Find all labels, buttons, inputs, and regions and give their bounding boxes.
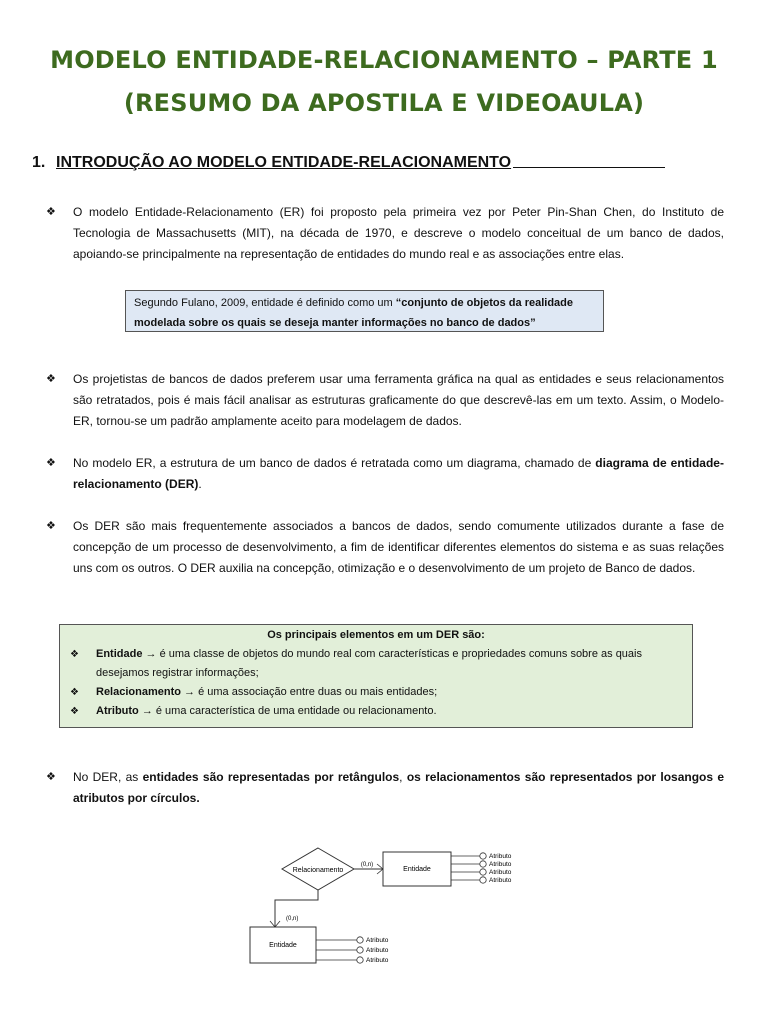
paragraph-2 bbox=[46, 369, 724, 432]
paragraph-3-part-c: . bbox=[198, 477, 202, 491]
der-element-term: Entidade bbox=[96, 648, 143, 660]
relationship-label: Relacionamento bbox=[292, 867, 344, 874]
attribute-circle bbox=[357, 937, 363, 943]
diamond-bullet-icon: ❖ bbox=[70, 649, 79, 660]
attribute-label: Atributo bbox=[489, 853, 512, 860]
der-elements-heading: Os principais elementos em um DER são: bbox=[267, 629, 485, 641]
der-element-desc: → é uma classe de objetos do mundo real com características e propriedades comuns sobre as quais desejamos registrar informações; bbox=[96, 648, 642, 679]
diamond-bullet-icon: ❖ bbox=[46, 373, 56, 385]
definition-quote-box bbox=[125, 290, 604, 332]
paragraph-3-bold: diagrama de entidade-relacionamento (DER) bbox=[73, 456, 724, 491]
attribute-circle bbox=[357, 957, 363, 963]
der-element-atributo bbox=[60, 702, 692, 721]
attribute-circle bbox=[357, 947, 363, 953]
page-title-line-2: (RESUMO DA APOSTILA E VIDEOAULA) bbox=[123, 89, 645, 117]
paragraph-4 bbox=[46, 516, 724, 579]
paragraph-2-text: Os projetistas de bancos de dados preferem usar uma ferramenta gráfica na qual as entidades e seus relacionamentos são retratados, pois é mais fácil analisar as estruturas graficamente do que descrevê-las em um texto. Assim, o Modelo-ER, tornou-se um padrão amplamente aceito para modelagem de dados. bbox=[73, 372, 724, 428]
page-title-line-1: MODELO ENTIDADE-RELACIONAMENTO – PARTE 1 bbox=[50, 46, 718, 74]
top-attributes bbox=[451, 853, 512, 884]
entity-bottom-label: Entidade bbox=[269, 942, 297, 949]
attribute-circle bbox=[480, 869, 486, 875]
quote-text: Segundo Fulano, 2009, entidade é definido como um bbox=[134, 297, 396, 309]
paragraph-4-text: Os DER são mais frequentemente associados a bancos de dados, sendo comumente utilizados durante a fase de concepção de um processo de desenvolvimento, a fim de identificar diferentes elementos do sistema e as suas relações uns com os outros. O DER auxilia na concepção, otimização e o desenvolvimento de um projeto de Banco de dados. bbox=[73, 519, 724, 575]
quote-bold-text: “conjunto de objetos da realidade modelada sobre os quais se deseja manter informações no banco de dados” bbox=[134, 297, 573, 329]
section-underline bbox=[513, 167, 665, 168]
attribute-label: Atributo bbox=[366, 957, 389, 964]
der-element-term: Atributo bbox=[96, 705, 139, 717]
entity-top-label: Entidade bbox=[403, 866, 431, 873]
bottom-attributes bbox=[316, 937, 389, 964]
attribute-circle bbox=[480, 861, 486, 867]
der-element-desc: → é uma associação entre duas ou mais entidades; bbox=[180, 686, 438, 698]
diamond-bullet-icon: ❖ bbox=[46, 771, 56, 783]
paragraph-3 bbox=[46, 453, 724, 495]
attribute-circle bbox=[480, 853, 486, 859]
attribute-circle bbox=[480, 877, 486, 883]
paragraph-5-part-c: , bbox=[399, 770, 407, 784]
section-heading bbox=[32, 154, 722, 172]
er-diagram bbox=[248, 840, 538, 970]
paragraph-5 bbox=[46, 767, 724, 809]
cardinality-bottom: (0,n) bbox=[286, 916, 299, 922]
diamond-bullet-icon: ❖ bbox=[46, 457, 56, 469]
der-element-relacionamento bbox=[60, 683, 692, 702]
attribute-label: Atributo bbox=[489, 861, 512, 868]
der-elements-box bbox=[59, 624, 693, 728]
diamond-bullet-icon: ❖ bbox=[70, 706, 79, 717]
paragraph-1-text: O modelo Entidade-Relacionamento (ER) foi proposto pela primeira vez por Peter Pin-Shan Chen, do Instituto de Tecnologia de Massachusetts (MIT), na década de 1970, e descreve o modelo conceitual de um banco de dados, apoiando-se principalmente na representação de entidades do mundo real e as associações entre elas. bbox=[73, 205, 724, 261]
paragraph-5-bold-1: entidades são representadas por retângulos bbox=[142, 770, 400, 784]
paragraph-5-text bbox=[73, 767, 724, 809]
der-element-entidade bbox=[60, 645, 692, 683]
der-element-desc: → é uma característica de uma entidade ou relacionamento. bbox=[138, 705, 437, 717]
cardinality-top: (0,n) bbox=[360, 862, 374, 868]
attribute-label: Atributo bbox=[489, 877, 512, 884]
paragraph-5-bold-2: os relacionamentos são representados por losangos e atributos por círculos. bbox=[73, 770, 725, 805]
section-title: INTRODUÇÃO AO MODELO ENTIDADE-RELACIONAMENTO bbox=[56, 154, 512, 171]
paragraph-3-part-a: No modelo ER, a estrutura de um banco de dados é retratada como um diagrama, chamado de bbox=[73, 456, 596, 470]
diamond-bullet-icon: ❖ bbox=[46, 206, 56, 218]
diamond-bullet-icon: ❖ bbox=[70, 687, 79, 698]
paragraph-1 bbox=[46, 202, 724, 265]
der-element-term: Relacionamento bbox=[96, 686, 181, 698]
diamond-bullet-icon: ❖ bbox=[46, 520, 56, 532]
attribute-label: Atributo bbox=[489, 869, 512, 876]
paragraph-3-text bbox=[73, 453, 724, 495]
section-number: 1. bbox=[32, 154, 46, 171]
attribute-label: Atributo bbox=[366, 937, 389, 944]
paragraph-5-part-a: No DER, as bbox=[73, 770, 143, 784]
attribute-label: Atributo bbox=[366, 947, 389, 954]
